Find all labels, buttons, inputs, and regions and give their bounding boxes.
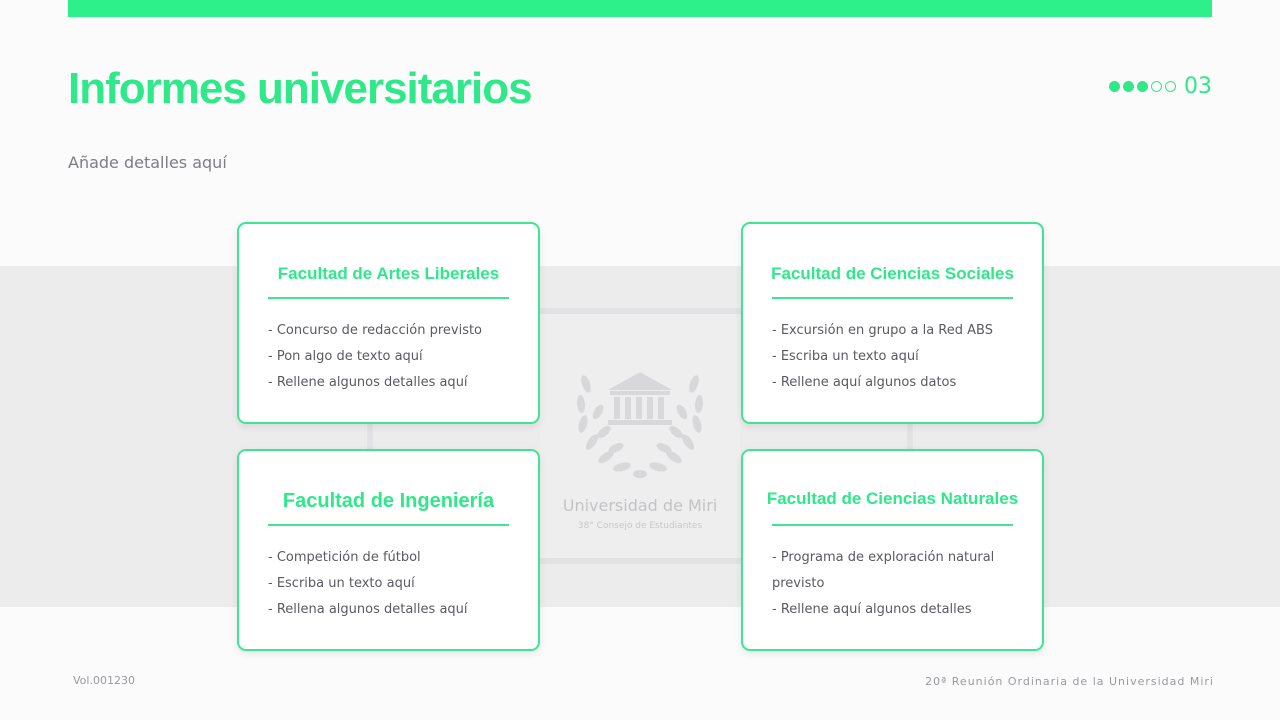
list-item: - Rellene aquí algunos detalles bbox=[772, 602, 972, 617]
card-title: Facultad de Ciencias Naturales bbox=[766, 489, 1019, 508]
progress-dot-filled bbox=[1123, 81, 1134, 92]
university-laurel-icon bbox=[572, 366, 708, 486]
card-title: Facultad de Artes Liberales bbox=[277, 264, 500, 283]
top-accent-bar bbox=[68, 0, 1212, 17]
list-item: - Escriba un texto aquí bbox=[268, 576, 415, 591]
list-item: - Rellene aquí algunos datos bbox=[772, 375, 957, 390]
card-divider bbox=[772, 297, 1013, 299]
list-item: - Competición de fútbol bbox=[268, 550, 421, 565]
university-name: Universidad de Miri bbox=[562, 496, 718, 515]
card-item-list bbox=[268, 545, 508, 623]
progress-dot-filled bbox=[1109, 81, 1120, 92]
list-item: - Programa de exploración natural previsto bbox=[772, 550, 995, 591]
faculty-card-natural-sciences bbox=[741, 449, 1044, 651]
card-item-list bbox=[772, 545, 1012, 623]
card-divider bbox=[268, 524, 509, 526]
card-divider bbox=[268, 297, 509, 299]
card-title: Facultad de Ingeniería bbox=[282, 490, 495, 512]
list-item: - Rellene algunos detalles aquí bbox=[268, 375, 468, 390]
progress-dot-empty bbox=[1165, 81, 1176, 92]
progress-dot-empty bbox=[1151, 81, 1162, 92]
list-item: - Concurso de redacción previsto bbox=[268, 323, 483, 338]
list-item: - Pon algo de texto aquí bbox=[268, 349, 423, 364]
volume-label: Vol.001230 bbox=[73, 674, 135, 687]
card-title: Facultad de Ciencias Sociales bbox=[771, 264, 1014, 283]
card-divider bbox=[772, 524, 1013, 526]
list-item: - Rellena algunos detalles aquí bbox=[268, 602, 468, 617]
university-subtitle: 38° Consejo de Estudiantes bbox=[577, 521, 703, 531]
page-title: Informes universitarios bbox=[68, 64, 532, 113]
faculty-card-liberal-arts bbox=[237, 222, 540, 424]
list-item: - Escriba un texto aquí bbox=[772, 349, 919, 364]
card-item-list bbox=[772, 318, 1012, 396]
page-number: 03 bbox=[1184, 74, 1212, 99]
page-indicator bbox=[1109, 74, 1212, 99]
progress-dot-filled bbox=[1137, 81, 1148, 92]
faculty-card-engineering bbox=[237, 449, 540, 651]
page-subtitle: Añade detalles aquí bbox=[68, 153, 227, 172]
meeting-label: 20ª Reunión Ordinaria de la Universidad Miri bbox=[925, 675, 1214, 688]
card-item-list bbox=[268, 318, 508, 396]
list-item: - Excursión en grupo a la Red ABS bbox=[772, 323, 993, 338]
faculty-card-social-sciences bbox=[741, 222, 1044, 424]
